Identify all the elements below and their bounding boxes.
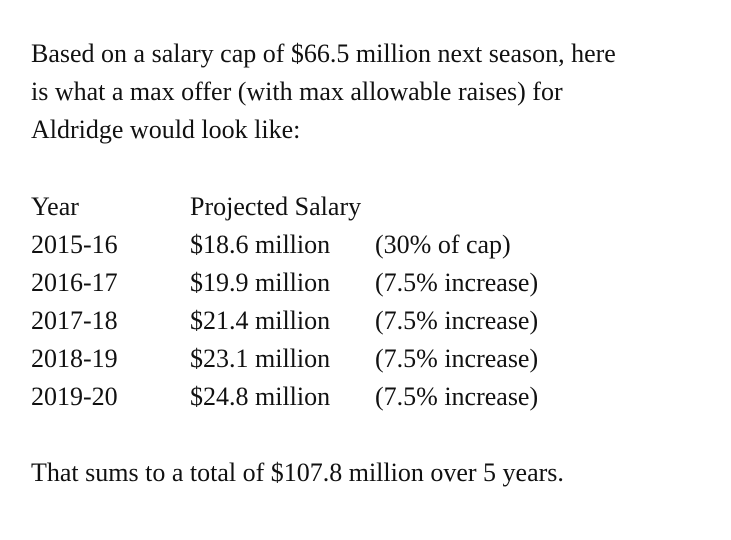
intro-line: Based on a salary cap of $66.5 million next season, here xyxy=(31,39,616,68)
salary-cell: $24.8 million xyxy=(190,382,331,411)
note-cell: (7.5% increase) xyxy=(375,306,539,335)
year-cell: 2018-19 xyxy=(31,344,118,373)
intro-paragraph xyxy=(31,35,721,149)
summary-text: That sums to a total of $107.8 million over 5 years. xyxy=(31,458,564,487)
table-header-row xyxy=(31,188,538,226)
intro-line: is what a max offer (with max allowable raises) for xyxy=(31,77,563,106)
table-row xyxy=(31,340,538,378)
table-row xyxy=(31,264,538,302)
salary-cell: $23.1 million xyxy=(190,344,331,373)
note-cell: (7.5% increase) xyxy=(375,344,539,373)
salary-cell: $19.9 million xyxy=(190,268,331,297)
projected-salary-header: Projected Salary xyxy=(190,192,362,221)
year-cell: 2017-18 xyxy=(31,306,118,335)
year-cell: 2019-20 xyxy=(31,382,118,411)
salary-table xyxy=(31,188,538,416)
year-cell: 2016-17 xyxy=(31,268,118,297)
note-cell: (7.5% increase) xyxy=(375,268,539,297)
year-header: Year xyxy=(31,192,79,221)
year-cell: 2015-16 xyxy=(31,230,118,259)
note-cell: (30% of cap) xyxy=(375,230,511,259)
intro-line: Aldridge would look like: xyxy=(31,115,301,144)
table-row xyxy=(31,378,538,416)
salary-cell: $21.4 million xyxy=(190,306,331,335)
table-row xyxy=(31,226,538,264)
table-row xyxy=(31,302,538,340)
salary-cell: $18.6 million xyxy=(190,230,331,259)
note-cell: (7.5% increase) xyxy=(375,382,539,411)
